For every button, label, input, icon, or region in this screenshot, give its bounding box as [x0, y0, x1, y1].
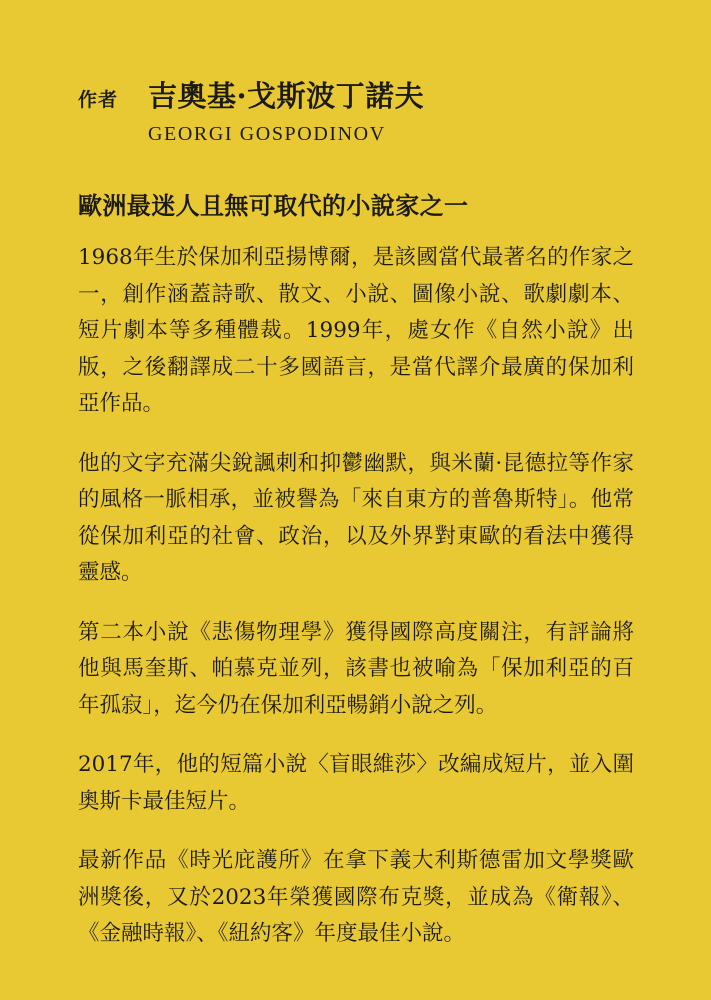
- bio-body: [78, 240, 634, 976]
- bio-paragraph-2: 他的文字充滿尖銳諷刺和抑鬱幽默，與米蘭·昆德拉等作家的風格一脈相承，並被譽為「來自東方的普魯斯特」。他常從保加利亞的社會、政治，以及外界對東歐的看法中獲得靈感。: [78, 450, 634, 585]
- headline: 歐洲最迷人且無可取代的小說家之一: [78, 192, 469, 220]
- author-name-latin: GEORGI GOSPODINOV: [148, 123, 386, 145]
- bio-paragraph-5: 最新作品《時光庇護所》在拿下義大利斯德雷加文學獎歐洲獎後，又於2023年榮獲國際布克獎，並成為《衛報》、《金融時報》、《紐約客》年度最佳小說。: [78, 848, 634, 946]
- author-row: [78, 74, 638, 115]
- author-label: 作者: [78, 89, 119, 111]
- author-name-chinese: 吉奧基·戈斯波丁諾夫: [148, 79, 425, 113]
- bio-paragraph-3: 第二本小說《悲傷物理學》獲得國際高度關注，有評論將他與馬奎斯、帕慕克並列，該書也被喻為「保加利亞的百年孤寂」，迄今仍在保加利亞暢銷小說之列。: [78, 619, 634, 718]
- bio-paragraph-4: 2017年，他的短篇小說〈盲眼維莎〉改編成短片，並入圍奧斯卡最佳短片。: [78, 752, 634, 814]
- author-block: [78, 74, 638, 146]
- bio-paragraph-1: 1968年生於保加利亞揚博爾，是該國當代最著名的作家之一，創作涵蓋詩歌、散文、小說、圖像小說、歌劇劇本、短片劇本等多種體裁。1999年，處女作《自然小說》出版，之後翻譯成二十多國語言，是當代譯介最廣的保加利亞作品。: [78, 245, 634, 416]
